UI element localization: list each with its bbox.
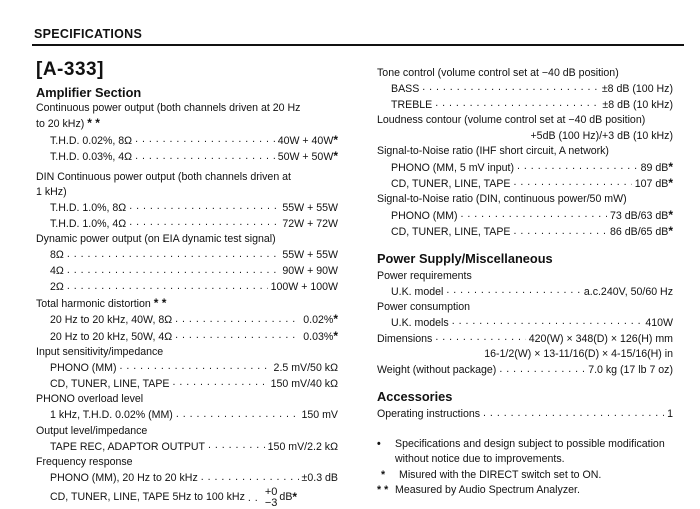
spec-row: 8Ω . . . 55W + 55W <box>36 248 338 264</box>
notes <box>377 437 673 499</box>
star-mark: * <box>668 224 673 239</box>
spec-row: PHONO (MM), 20 Hz to 20 kHz . . . ±0.3 dB <box>36 471 338 487</box>
right-column <box>377 66 673 499</box>
note-bullet: • Specifications and design subject to possible modification <box>377 437 665 450</box>
loudness-label: Loudness contour (volume control set at −40 dB position) <box>377 114 646 127</box>
din-label: DIN Continuous power output (both channels driven at <box>36 170 291 183</box>
model-title: [A-333] <box>36 59 104 80</box>
spec-row: T.H.D. 0.03%, 4Ω . . . 50W + 50W * <box>36 149 338 165</box>
star-mark: * <box>668 207 673 222</box>
accessories-section-title: Accessories <box>377 388 453 404</box>
spec-row: TREBLE . . . ±8 dB (10 kHz) <box>377 97 673 113</box>
amplifier-section-title: Amplifier Section <box>36 85 142 100</box>
page-header: SPECIFICATIONS <box>34 27 143 41</box>
spec-row: U.K. models . . . 410W <box>377 315 673 331</box>
loudness-value: +5dB (100 Hz)/+3 dB (10 kHz) <box>530 129 673 142</box>
star-mark: * <box>668 176 673 191</box>
spec-row: CD, TUNER, LINE, TAPE . . . 86 dB/65 dB * <box>377 224 673 240</box>
spec-row: T.H.D. 1.0%, 4Ω . . . 72W + 72W <box>36 216 338 232</box>
note-double-star: * * Measured by Audio Spectrum Analyzer. <box>377 484 580 497</box>
star-mark: * <box>333 132 338 147</box>
dimensions-inches: 16-1/2(W) × 13-11/16(D) × 4-15/16(H) in <box>484 348 673 361</box>
note-star: * Misured with the DIRECT switch set to ON. <box>381 468 602 481</box>
dyn-label: Dynamic power output (on EIA dynamic test signal) <box>36 233 276 246</box>
left-column <box>36 52 338 509</box>
out-label: Output level/impedance <box>36 424 148 437</box>
spec-row: 20 Hz to 20 kHz, 40W, 8Ω . . . 0.02% * <box>36 312 338 328</box>
thd-label: Total harmonic distortion * * <box>36 295 167 310</box>
spec-row: 2Ω . . . 100W + 100W <box>36 280 338 296</box>
snr-din-label: Signal-to-Noise ratio (DIN, continuous power/50 mW) <box>377 193 627 206</box>
spec-row: T.H.D. 1.0%, 8Ω . . . 55W + 55W <box>36 200 338 216</box>
spec-row: CD, TUNER, LINE, TAPE . . . 150 mV/40 kΩ <box>36 376 338 392</box>
note-bullet-cont: without notice due to improvements. <box>395 453 565 466</box>
spec-row: PHONO (MM) . . . 73 dB/63 dB * <box>377 208 673 224</box>
star-mark: * <box>668 159 673 174</box>
spec-row: Dimensions . . . 420(W) × 348(D) × 126(H) mm <box>377 331 673 347</box>
snr-ihf-label: Signal-to-Noise ratio (IHF short circuit, A network) <box>377 145 609 158</box>
spec-row: U.K. model . . . a.c.240V, 50/60 Hz <box>377 284 673 300</box>
spec-row: 1 kHz, T.H.D. 0.02% (MM) . . . 150 mV <box>36 408 338 424</box>
power-req-label: Power requirements <box>377 269 472 282</box>
star-mark: * <box>292 489 298 504</box>
star-mark: * <box>333 328 338 343</box>
din-label-cont: 1 kHz) <box>36 186 67 199</box>
spec-row: T.H.D. 0.02%, 8Ω . . . 40W + 40W * <box>36 133 338 149</box>
cpo-label-cont <box>36 116 338 132</box>
ovl-label: PHONO overload level <box>36 393 144 406</box>
double-star-mark: * * <box>153 295 167 310</box>
power-cons-label: Power consumption <box>377 301 471 314</box>
star-mark: * <box>333 312 338 327</box>
cpo-label: Continuous power output (both channels driven at 20 Hz <box>36 102 301 114</box>
power-section-title: Power Supply/Miscellaneous <box>377 250 553 266</box>
freq-label: Frequency response <box>36 456 133 469</box>
spec-row: TAPE REC, ADAPTOR OUTPUT . . . 150 mV/2.2 kΩ <box>36 439 338 455</box>
inp-label: Input sensitivity/impedance <box>36 346 164 359</box>
spec-row: 20 Hz to 20 kHz, 50W, 4Ω . . . 0.03% * <box>36 329 338 345</box>
double-star-mark: * * <box>87 116 100 131</box>
spec-row: PHONO (MM) . . . 2.5 mV/50 kΩ <box>36 360 338 376</box>
plus-minus-value: +0 −3 <box>264 485 278 509</box>
spec-row: Weight (without package) . . . 7.0 kg (17 lb 7 oz) <box>377 363 673 379</box>
spec-row: Operating instructions . . . 1 <box>377 407 673 423</box>
header-rule <box>32 44 684 46</box>
cpo-label-2: to 20 kHz) <box>36 118 85 131</box>
spec-row: CD, TUNER, LINE, TAPE 5Hz to 100 kHz . . . +0 −3 dB * <box>36 487 338 509</box>
spec-row: CD, TUNER, LINE, TAPE . . . 107 dB * <box>377 176 673 192</box>
spec-row: 4Ω . . . 90W + 90W <box>36 264 338 280</box>
tone-label: Tone control (volume control set at −40 dB position) <box>377 67 619 79</box>
spec-row: PHONO (MM, 5 mV input) . . . 89 dB * <box>377 160 673 176</box>
spec-row: BASS . . . ±8 dB (100 Hz) <box>377 81 673 97</box>
star-mark: * <box>333 149 338 164</box>
